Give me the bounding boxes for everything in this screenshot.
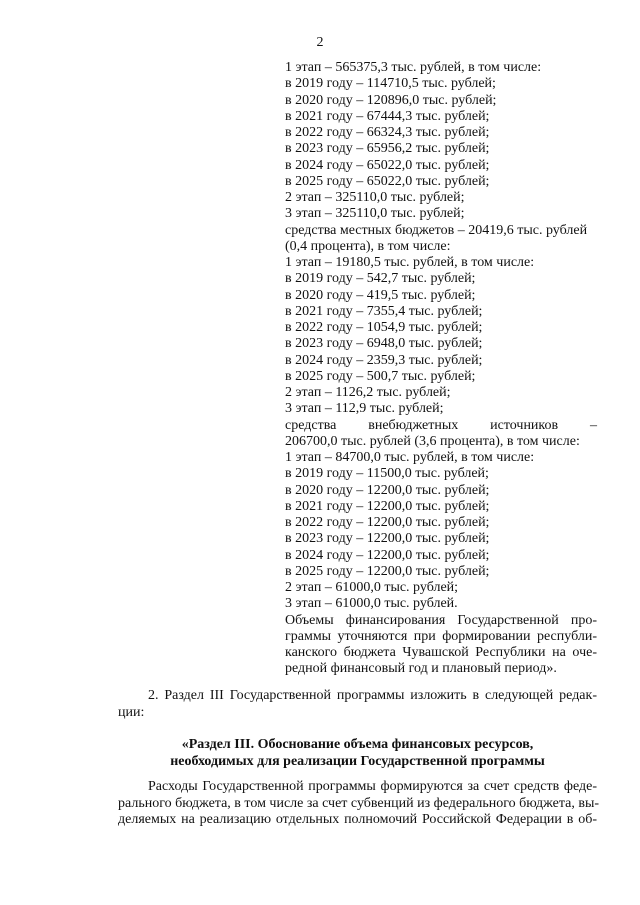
financing-line: в 2020 году – 120896,0 тыс. рублей; <box>285 92 497 108</box>
financing-column <box>285 60 597 678</box>
financing-line: в 2020 году – 12200,0 тыс. рублей; <box>285 482 490 498</box>
amendment-item-2 <box>118 688 597 721</box>
financing-line: в 2019 году – 542,7 тыс. рублей; <box>285 271 476 287</box>
financing-line: 1 этап – 84700,0 тыс. рублей, в том числе: <box>285 450 535 465</box>
expenses-paragraph <box>118 779 600 829</box>
financing-line: в 2025 году – 65022,0 тыс. рублей; <box>285 173 490 189</box>
expenses-line: деляемых на реализацию отдельных полномочий Российской Федерации в об- <box>118 812 597 827</box>
extrabudget-word: внебюджетных <box>368 417 459 433</box>
financing-line: в 2020 году – 419,5 тыс. рублей; <box>285 287 476 303</box>
financing-line: в 2022 году – 1054,9 тыс. рублей; <box>285 320 483 335</box>
note-line: Объемы финансирования Государственной про- <box>285 612 597 628</box>
note-line: граммы уточняются при формировании республи- <box>285 628 597 644</box>
expenses-line: рального бюджета, в том числе за счет субвенций из федерального бюджета, вы- <box>118 795 600 811</box>
financing-line: в 2019 году – 11500,0 тыс. рублей; <box>285 466 489 482</box>
financing-line: (0,4 процента), в том числе: <box>285 238 451 254</box>
note-line: канского бюджета Чувашской Республики на оче- <box>285 645 597 660</box>
financing-line: 3 этап – 325110,0 тыс. рублей; <box>285 206 465 222</box>
heading-line: необходимых для реализации Государственной программы <box>170 754 545 769</box>
financing-lines <box>285 60 597 418</box>
item-line: ции: <box>118 704 145 720</box>
page-number: 2 <box>316 35 324 50</box>
financing-line: в 2019 году – 114710,5 тыс. рублей; <box>285 76 496 92</box>
heading-line: «Раздел III. Обоснование объема финансовых ресурсов, <box>181 737 534 752</box>
extrabudget-word: средства <box>285 417 337 433</box>
item-line: 2. Раздел III Государственной программы изложить в следующей редак- <box>148 688 597 703</box>
financing-line: 1 этап – 19180,5 тыс. рублей, в том числе: <box>285 255 535 270</box>
financing-line: в 2025 году – 500,7 тыс. рублей; <box>285 368 476 384</box>
financing-line: в 2022 году – 12200,0 тыс. рублей; <box>285 515 490 530</box>
extrabudget-word: – <box>590 417 598 433</box>
financing-line: в 2023 году – 65956,2 тыс. рублей; <box>285 141 490 157</box>
financing-line: в 2021 году – 7355,4 тыс. рублей; <box>285 303 483 319</box>
financing-line: в 2022 году – 66324,3 тыс. рублей; <box>285 125 490 140</box>
volumes-note <box>285 613 597 678</box>
financing-line: 1 этап – 565375,3 тыс. рублей, в том числе: <box>285 60 542 75</box>
financing-line: 3 этап – 61000,0 тыс. рублей. <box>285 596 458 612</box>
financing-line: в 2021 году – 12200,0 тыс. рублей; <box>285 498 490 514</box>
financing-line: в 2023 году – 12200,0 тыс. рублей; <box>285 531 490 547</box>
financing-line: 2 этап – 1126,2 тыс. рублей; <box>285 385 451 400</box>
section-heading <box>118 736 597 770</box>
extrabudget-word: источников <box>490 417 559 433</box>
financing-lines-2 <box>285 434 597 613</box>
financing-line: в 2024 году – 2359,3 тыс. рублей; <box>285 352 483 368</box>
financing-line: в 2021 году – 67444,3 тыс. рублей; <box>285 108 490 124</box>
financing-line: в 2024 году – 12200,0 тыс. рублей; <box>285 547 490 563</box>
financing-line: 2 этап – 61000,0 тыс. рублей; <box>285 580 459 595</box>
expenses-line: Расходы Государственной программы формируются за счет средств феде- <box>148 779 597 794</box>
financing-line: в 2023 году – 6948,0 тыс. рублей; <box>285 336 483 352</box>
extrabudget-head-line <box>285 418 597 434</box>
financing-line: 2 этап – 325110,0 тыс. рублей; <box>285 190 465 205</box>
financing-line: в 2024 году – 65022,0 тыс. рублей; <box>285 157 490 173</box>
financing-line: средства местных бюджетов – 20419,6 тыс. рублей <box>285 222 588 238</box>
financing-line: 3 этап – 112,9 тыс. рублей; <box>285 401 444 417</box>
note-line: редной финансовый год и плановый период». <box>285 661 557 677</box>
financing-line: в 2025 году – 12200,0 тыс. рублей; <box>285 563 490 579</box>
financing-line: 206700,0 тыс. рублей (3,6 процента), в том числе: <box>285 433 580 449</box>
